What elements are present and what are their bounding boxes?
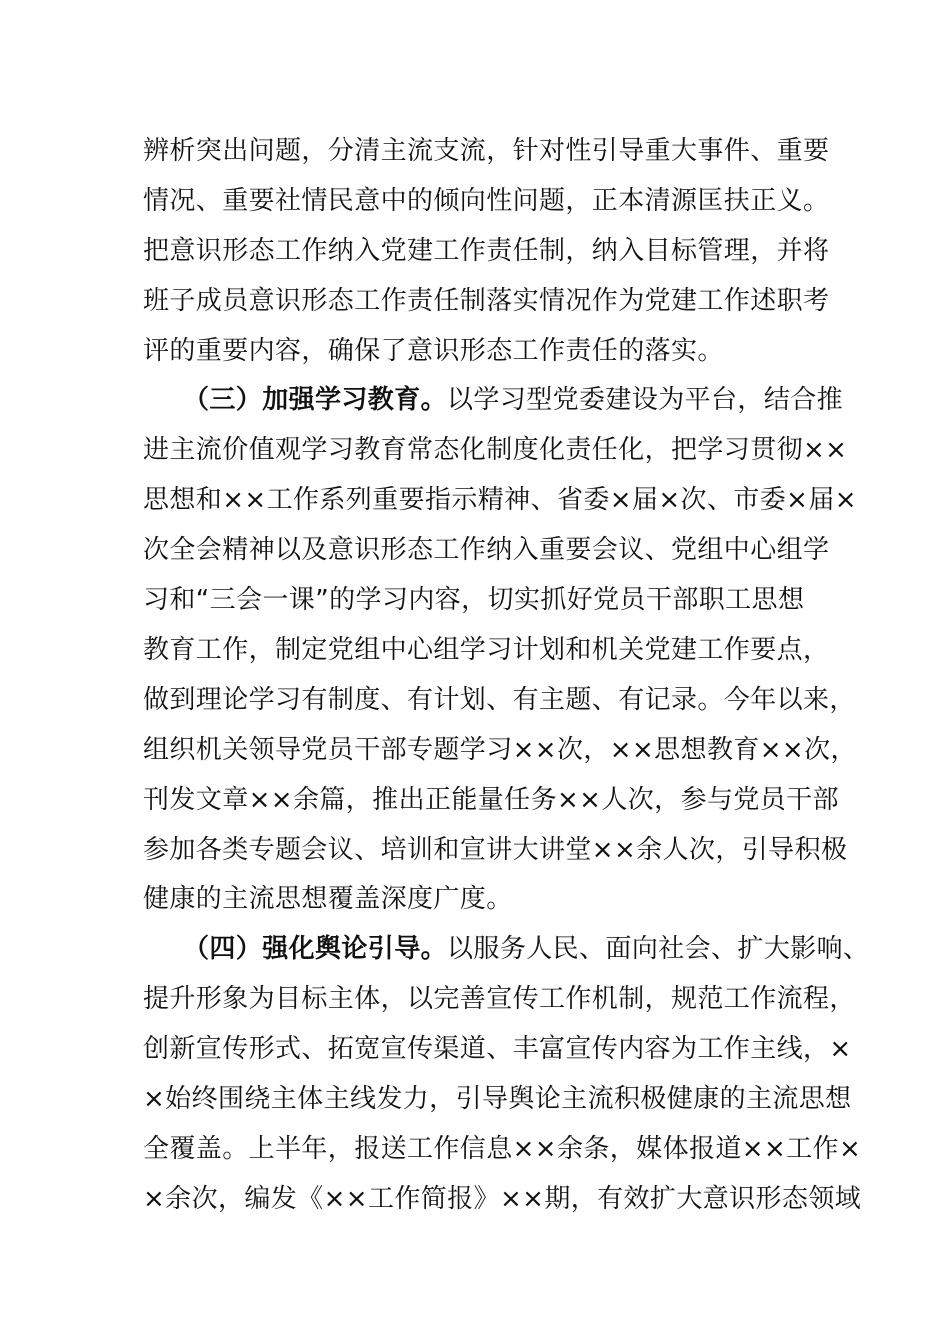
paragraph-line: 辨析突出问题，分清主流支流，针对性引导重大事件、重要 bbox=[143, 136, 830, 166]
section-3-heading: （三）加强学习教育。 bbox=[183, 385, 448, 415]
section-4-first-line bbox=[183, 931, 869, 967]
paragraph-line: 参加各类专题会议、培训和宣讲大讲堂××余人次，引导积极 bbox=[143, 835, 848, 865]
paragraph-line: 组织机关领导党员干部专题学习××次，××思想教育××次， bbox=[143, 735, 857, 765]
paragraph-line: 健康的主流思想覆盖深度广度。 bbox=[143, 884, 513, 914]
paragraph-line: 思想和××工作系列重要指示精神、省委×届×次、市委×届× bbox=[143, 485, 857, 515]
paragraph-line: 进主流价值观学习教育常态化制度化责任化，把学习贯彻×× bbox=[143, 435, 848, 465]
section-3-lead-text: 以学习型党委建设为平台，结合推 bbox=[447, 385, 844, 415]
paragraph-line: 全覆盖。上半年，报送工作信息××余条，媒体报道××工作× bbox=[143, 1134, 862, 1164]
paragraph-line: 刊发文章××余篇，推出正能量任务××人次，参与党员干部 bbox=[143, 785, 839, 815]
paragraph-line: ×始终围绕主体主线发力，引导舆论主流积极健康的主流思想 bbox=[143, 1084, 852, 1114]
section-3-first-line bbox=[183, 382, 843, 418]
paragraph-line: 做到理论学习有制度、有计划、有主题、有记录。今年以来， bbox=[143, 685, 856, 715]
paragraph-line: 教育工作，制定党组中心组学习计划和机关党建工作要点， bbox=[143, 635, 830, 665]
paragraph-line: 把意识形态工作纳入党建工作责任制，纳入目标管理，并将 bbox=[143, 236, 830, 266]
section-4-heading: （四）强化舆论引导。 bbox=[183, 934, 448, 964]
paragraph-line: ×余次，编发《××工作简报》××期，有效扩大意识形态领域 bbox=[143, 1184, 862, 1214]
section-4-lead-text: 以服务人民、面向社会、扩大影响、 bbox=[447, 934, 870, 964]
paragraph-line: 提升形象为目标主体，以完善宣传工作机制，规范工作流程， bbox=[143, 984, 856, 1014]
paragraph-line: 评的重要内容，确保了意识形态工作责任的落实。 bbox=[143, 336, 724, 366]
paragraph-line: 情况、重要社情民意中的倾向性问题，正本清源匡扶正义。 bbox=[143, 186, 830, 216]
paragraph-line: 习和“三会一课”的学习内容，切实抓好党员干部职工思想 bbox=[143, 585, 805, 615]
paragraph-line: 创新宣传形式、拓宽宣传渠道、丰富宣传内容为工作主线，× bbox=[143, 1034, 852, 1064]
paragraph-line: 次全会精神以及意识形态工作纳入重要会议、党组中心组学 bbox=[143, 535, 830, 565]
paragraph-line: 班子成员意识形态工作责任制落实情况作为党建工作述职考 bbox=[143, 286, 830, 316]
